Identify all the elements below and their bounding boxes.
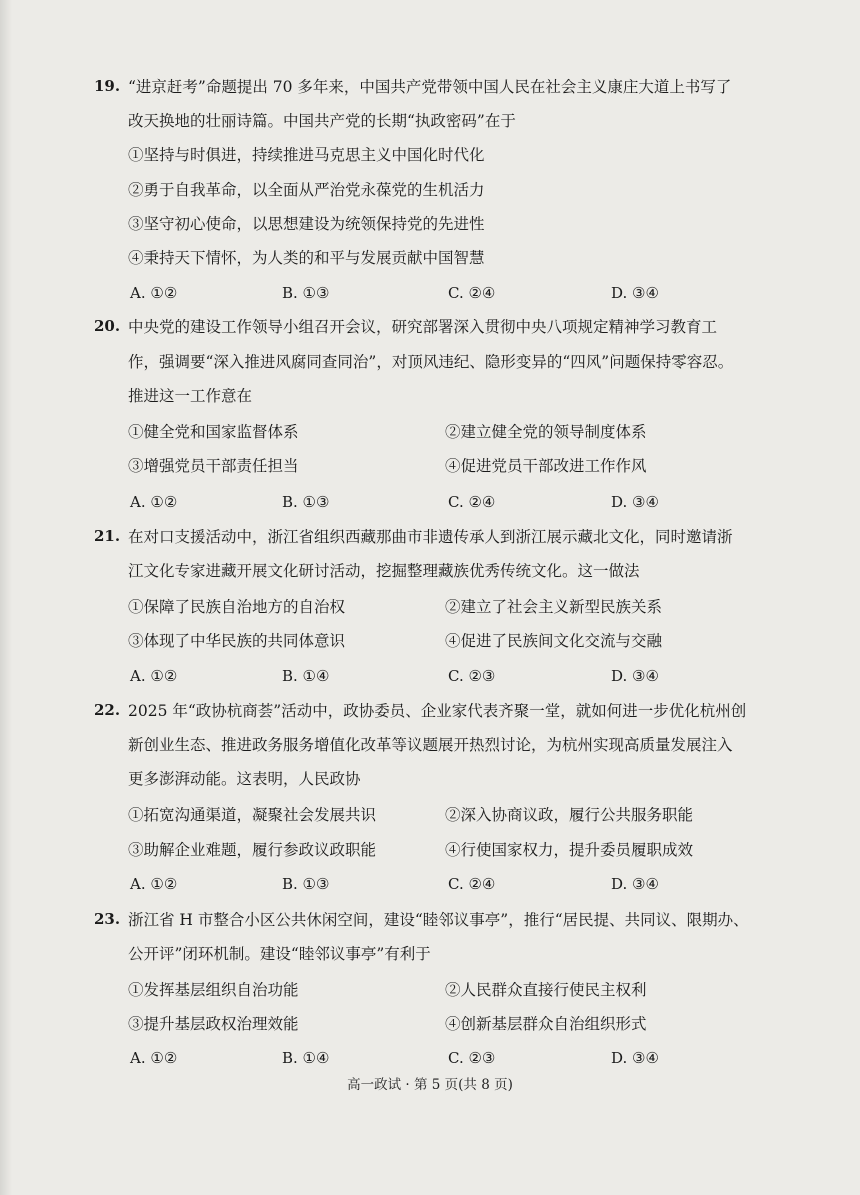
answer-option-c: C. ②④: [448, 875, 496, 893]
question-stem-line: 改天换地的壮丽诗篇。中国共产党的长期“执政密码”在于: [128, 112, 516, 130]
statement-4: ④创新基层群众自治组织形式: [445, 1015, 647, 1033]
answer-option-c: C. ②④: [448, 493, 496, 511]
answer-option-a: A. ①②: [130, 493, 178, 511]
answer-option-b: B. ①④: [282, 1049, 330, 1067]
question-stem-line: 作，强调要“深入推进风腐同查同治”，对顶风违纪、隐形变异的“四风”问题保持零容忍。: [128, 353, 734, 371]
question-stem-line: 新创业生态、推进政务服务增值化改革等议题展开热烈讨论，为杭州实现高质量发展注入: [128, 736, 733, 754]
statement-3: ③坚守初心使命，以思想建设为统领保持党的先进性: [128, 215, 485, 233]
page-edge-shadow: [0, 0, 12, 1195]
question-stem-line: 公开评”闭环机制。建设“睦邻议事亭”有利于: [128, 945, 431, 963]
answer-option-d: D. ③④: [611, 667, 659, 685]
answer-option-c: C. ②④: [448, 284, 496, 302]
answer-option-d: D. ③④: [611, 875, 659, 893]
answer-option-c: C. ②③: [448, 1049, 496, 1067]
statement-3: ③提升基层政权治理效能: [128, 1015, 299, 1033]
question-stem-line: “进京赶考”命题提出 70 多年来，中国共产党带领中国人民在社会主义康庄大道上书写了: [128, 78, 732, 96]
page-footer: 高一政试 · 第 5 页(共 8 页): [347, 1077, 513, 1093]
statement-1: ①拓宽沟通渠道，凝聚社会发展共识: [128, 806, 377, 824]
question-number: 22.: [94, 701, 121, 719]
question-number: 23.: [94, 910, 121, 928]
question-stem-line: 更多澎湃动能。这表明，人民政协: [128, 770, 361, 788]
answer-option-b: B. ①③: [282, 493, 330, 511]
answer-option-b: B. ①③: [282, 875, 330, 893]
answer-option-a: A. ①②: [130, 284, 178, 302]
statement-1: ①坚持与时俱进，持续推进马克思主义中国化时代化: [128, 146, 485, 164]
question-stem-line: 在对口支援活动中，浙江省组织西藏那曲市非遗传承人到浙江展示藏北文化，同时邀请浙: [128, 528, 733, 546]
answer-option-b: B. ①③: [282, 284, 330, 302]
statement-1: ①健全党和国家监督体系: [128, 423, 299, 441]
question-stem-line: 2025 年“政协杭商荟”活动中，政协委员、企业家代表齐聚一堂，就如何进一步优化杭州创: [128, 702, 747, 720]
statement-4: ④秉持天下情怀，为人类的和平与发展贡献中国智慧: [128, 249, 485, 267]
question-number: 19.: [94, 77, 121, 95]
statement-3: ③助解企业难题，履行参政议政职能: [128, 841, 377, 859]
question-number: 21.: [94, 527, 121, 545]
question-stem-line: 推进这一工作意在: [128, 387, 253, 405]
statement-1: ①发挥基层组织自治功能: [128, 981, 299, 999]
answer-option-d: D. ③④: [611, 284, 659, 302]
statement-2: ②勇于自我革命，以全面从严治党永葆党的生机活力: [128, 181, 485, 199]
question-stem-line: 浙江省 H 市整合小区公共休闲空间，建设“睦邻议事亭”，推行“居民提、共同议、限期办、: [128, 911, 749, 929]
statement-2: ②建立健全党的领导制度体系: [445, 423, 647, 441]
statement-3: ③体现了中华民族的共同体意识: [128, 632, 346, 650]
answer-option-b: B. ①④: [282, 667, 330, 685]
statement-2: ②建立了社会主义新型民族关系: [445, 598, 663, 616]
statement-1: ①保障了民族自治地方的自治权: [128, 598, 346, 616]
statement-2: ②深入协商议政，履行公共服务职能: [445, 806, 694, 824]
question-stem-line: 中央党的建设工作领导小组召开会议，研究部署深入贯彻中央八项规定精神学习教育工: [128, 318, 718, 336]
statement-2: ②人民群众直接行使民主权利: [445, 981, 647, 999]
statement-4: ④促进了民族间文化交流与交融: [445, 632, 663, 650]
answer-option-a: A. ①②: [130, 1049, 178, 1067]
answer-option-a: A. ①②: [130, 875, 178, 893]
statement-4: ④促进党员干部改进工作作风: [445, 457, 647, 475]
answer-option-d: D. ③④: [611, 493, 659, 511]
answer-option-c: C. ②③: [448, 667, 496, 685]
question-stem-line: 江文化专家进藏开展文化研讨活动，挖掘整理藏族优秀传统文化。这一做法: [128, 562, 640, 580]
answer-option-a: A. ①②: [130, 667, 178, 685]
statement-4: ④行使国家权力，提升委员履职成效: [445, 841, 694, 859]
answer-option-d: D. ③④: [611, 1049, 659, 1067]
question-number: 20.: [94, 317, 121, 335]
statement-3: ③增强党员干部责任担当: [128, 457, 299, 475]
